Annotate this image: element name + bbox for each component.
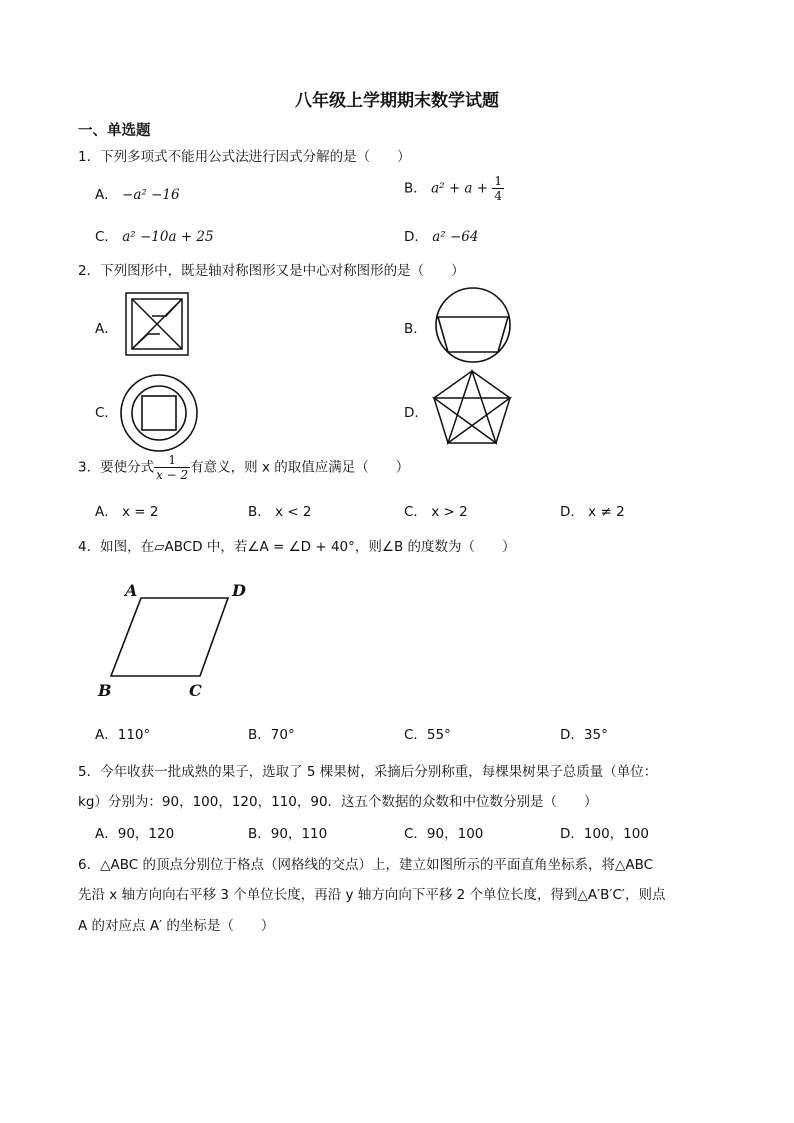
q5-option-b[interactable]: B．90，110 [248,826,328,842]
fraction-denominator: 4 [494,189,503,203]
q2-option-c-label[interactable]: C． [95,405,118,421]
option-expr: a² + a + [431,180,493,197]
q2-figure-c [118,372,200,454]
q2-option-b-label[interactable]: B． [404,321,427,337]
q2-figure-b [432,285,514,365]
option-label: C． [95,229,118,245]
option-label: B． [404,180,427,197]
q4-option-d[interactable]: D．35° [560,727,608,743]
q5-option-a[interactable]: A．90，120 [95,826,175,842]
option-expr: a² −64 [432,229,479,245]
q3-stem-post: 有意义，则 x 的取值应满足（ ） [190,459,410,476]
q5-option-d[interactable]: D．100，100 [560,826,649,842]
q6-stem-line3: A 的对应点 A′ 的坐标是（ ） [78,918,275,934]
option-expr: −a² −16 [122,187,180,203]
q3-stem-pre: 3．要使分式 [78,459,155,476]
q1-option-a[interactable] [95,183,180,203]
fraction-denominator: x − 2 [156,468,189,482]
section-heading: 一、单选题 [78,123,151,139]
vertex-label-c: C [189,681,202,700]
fraction [154,453,190,482]
q5-option-c[interactable]: C．90，100 [404,826,484,842]
q1-option-b[interactable] [404,174,504,203]
q1-option-d[interactable] [404,225,478,245]
q1-option-c[interactable] [95,225,214,245]
page-title: 八年级上学期期末数学试题 [295,91,499,111]
q3-option-c[interactable]: C． x > 2 [404,504,468,520]
q6-stem-line1: 6．△ABC 的顶点分别位于格点（网格线的交点）上，建立如图所示的平面直角坐标系，将△ABC [78,857,654,873]
q3-option-a[interactable]: A． x = 2 [95,504,159,520]
q2-option-a-label[interactable]: A． [95,321,118,337]
option-label: D． [404,229,428,245]
q2-figure-d [430,367,514,447]
q4-parallelogram-figure [95,576,265,702]
option-label: A． [95,187,118,203]
option-expr: a² −10a + 25 [122,229,214,245]
q5-stem-line2: kg）分别为：90，100，120，110，90．这五个数据的众数和中位数分别是（ ） [78,794,598,810]
vertex-label-b: B [98,681,112,700]
q4-option-a[interactable]: A．110° [95,727,151,743]
q6-stem-line2: 先沿 x 轴方向向右平移 3 个单位长度，再沿 y 轴方向向下平移 2 个单位长度，得到△A′B′C′，则点 [78,887,666,903]
vertex-label-d: D [232,581,246,600]
q3-stem [78,453,409,482]
q2-option-d-label[interactable]: D． [404,405,428,421]
q3-option-b[interactable]: B． x < 2 [248,504,312,520]
q3-option-d[interactable]: D． x ≠ 2 [560,504,625,520]
fraction-numerator: 1 [494,174,503,188]
q2-stem: 2．下列图形中，既是轴对称图形又是中心对称图形的是（ ） [78,263,465,279]
q4-stem: 4．如图，在▱ABCD 中，若∠A = ∠D + 40°，则∠B 的度数为（ ） [78,539,516,555]
q5-stem-line1: 5．今年收获一批成熟的果子，选取了 5 棵果树，采摘后分别称重，每棵果树果子总质量（单位： [78,764,658,780]
q1-stem: 1．下列多项式不能用公式法进行因式分解的是（ ） [78,149,411,165]
fraction-numerator: 1 [154,453,190,468]
fraction [492,174,504,203]
q4-option-b[interactable]: B．70° [248,727,295,743]
vertex-label-a: A [125,581,138,600]
q4-option-c[interactable]: C．55° [404,727,451,743]
q2-figure-a [122,290,192,358]
